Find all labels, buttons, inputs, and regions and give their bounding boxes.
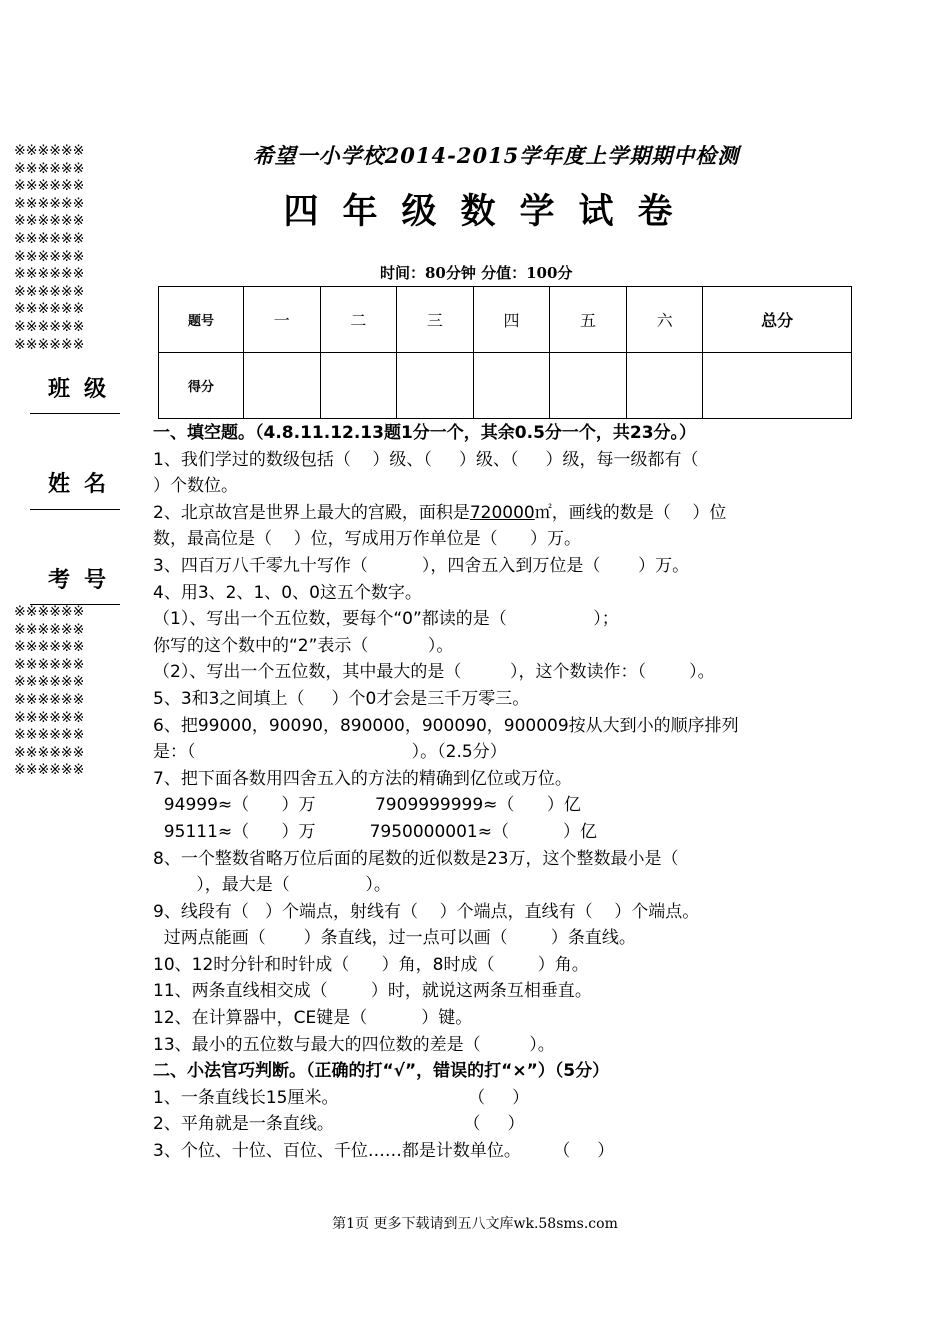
- name-label: 姓名: [47, 472, 120, 497]
- exam-id-label: 考号: [47, 568, 120, 593]
- question-4-part-1b: 你写的这个数中的“2”表示（ ）。: [153, 635, 454, 656]
- decorative-pattern-bottom: ※※※※※※ ※※※※※※ ※※※※※※ ※※※※※※ ※※※※※※ ※※※※※※ ※※※※※※ ※※※※※※ ※※※※※※ ※※※※※※: [14, 604, 85, 779]
- question-4-part-2: （2）、写出一个五位数，其中最大的是（ ），这个数读作：（ ）。: [153, 662, 715, 683]
- score-cell-1[interactable]: [244, 353, 321, 419]
- question-1-line-2: ）个数位。: [153, 476, 238, 497]
- score-table-header-row: [159, 287, 852, 353]
- column-header-total: 总分: [703, 287, 852, 353]
- question-9-line-2: 过两点能画（ ）条直线，过一点可以画（ ）条直线。: [153, 928, 636, 949]
- question-1-line-1: 1、我们学过的数级包括（ ）级、（ ）级、（ ）级，每一级都有（: [153, 449, 699, 470]
- exam-content: [153, 420, 853, 1165]
- judgement-2: 2、平角就是一条直线。 （ ）: [153, 1114, 525, 1135]
- question-12: 12、在计算器中，CE键是（ ）键。: [153, 1008, 473, 1029]
- underlined-number: 720000: [469, 502, 535, 523]
- column-header-1: 一: [244, 287, 321, 353]
- time-score-info: 时间：80分钟 分值：100分: [380, 264, 573, 282]
- score-cell-6[interactable]: [626, 353, 703, 419]
- question-2-line-1: [153, 500, 853, 527]
- question-7-row-1: 94999≈（ ）万 7909999999≈（ ）亿: [153, 795, 581, 816]
- question-2-line-2: 数，最高位是（ ）位，写成用万作单位是（ ）万。: [153, 529, 582, 550]
- section-2-heading: 二、小法官巧判断。（正确的打“√”，错误的打“×”）（5分）: [153, 1061, 610, 1082]
- score-table-score-row: [159, 353, 852, 419]
- question-2-text-post: ㎡，画线的数是（ ）位: [534, 502, 727, 523]
- judgement-3: 3、个位、十位、百位、千位……都是计数单位。 （ ）: [153, 1141, 615, 1162]
- class-fill-line[interactable]: [30, 413, 120, 414]
- column-header-6: 六: [626, 287, 703, 353]
- question-2-text-pre: 2、北京故宫是世界上最大的宫殿，面积是: [153, 502, 470, 523]
- question-11: 11、两条直线相交成（ ）时，就说这两条互相垂直。: [153, 981, 592, 1002]
- question-6-line-1: 6、把99000，90090，890000，900090，900009按从大到小的顺序排列: [153, 715, 739, 736]
- score-cell-3[interactable]: [397, 353, 474, 419]
- question-7: 7、把下面各数用四舍五入的方法的精确到亿位或万位。: [153, 768, 572, 789]
- column-header-5: 五: [550, 287, 627, 353]
- score-table: [158, 286, 852, 419]
- score-cell-2[interactable]: [320, 353, 397, 419]
- question-5: 5、3和3之间填上（ ）个0才会是三千万零三。: [153, 688, 530, 709]
- question-4-part-1: （1）、写出一个五位数，要每个“0”都读的是（ ）；: [153, 609, 619, 630]
- column-header-2: 二: [320, 287, 397, 353]
- question-7-row-2: 95111≈（ ）万 7950000001≈（ ）亿: [153, 821, 598, 842]
- question-3: 3、四百万八千零九十写作（ ），四舍五入到万位是（ ）万。: [153, 555, 690, 576]
- question-4: 4、用3、2、1、0、0这五个数字。: [153, 582, 422, 603]
- class-label: 班级: [47, 377, 120, 402]
- score-cell-total[interactable]: [703, 353, 852, 419]
- column-header-4: 四: [473, 287, 550, 353]
- column-header-3: 三: [397, 287, 474, 353]
- question-8-line-2: ），最大是（ ）。: [153, 875, 391, 896]
- page-footer: 第1页 更多下载请到五八文库wk.58sms.com: [332, 1216, 618, 1232]
- school-title: 希望一小学校2014-2015学年度上学期期中检测: [252, 143, 740, 168]
- score-row-label: 得分: [159, 353, 244, 419]
- question-13: 13、最小的五位数与最大的四位数的差是（ ）。: [153, 1034, 555, 1055]
- question-number-header: 题号: [159, 287, 244, 353]
- name-fill-line[interactable]: [30, 509, 120, 510]
- question-8-line-1: 8、一个整数省略万位后面的尾数的近似数是23万，这个整数最小是（: [153, 848, 679, 869]
- question-10: 10、12时分针和时针成（ ）角，8时成（ ）角。: [153, 954, 589, 975]
- score-cell-5[interactable]: [550, 353, 627, 419]
- score-cell-4[interactable]: [473, 353, 550, 419]
- exam-title: 四年级数学试卷: [283, 192, 697, 232]
- section-1-heading: 一、填空题。（4.8.11.12.13题1分一个，其余0.5分一个，共23分。）: [153, 423, 697, 443]
- question-6-line-2: 是：（ ）。（2.5分）: [153, 742, 507, 763]
- judgement-1: 1、一条直线长15厘米。 （ ）: [153, 1087, 530, 1108]
- decorative-pattern-top: ※※※※※※ ※※※※※※ ※※※※※※ ※※※※※※ ※※※※※※ ※※※※※※ ※※※※※※ ※※※※※※ ※※※※※※ ※※※※※※ ※※※※※※ ※※※※※※: [14, 143, 85, 353]
- question-9-line-1: 9、线段有（ ）个端点，射线有（ ）个端点，直线有（ ）个端点。: [153, 901, 700, 922]
